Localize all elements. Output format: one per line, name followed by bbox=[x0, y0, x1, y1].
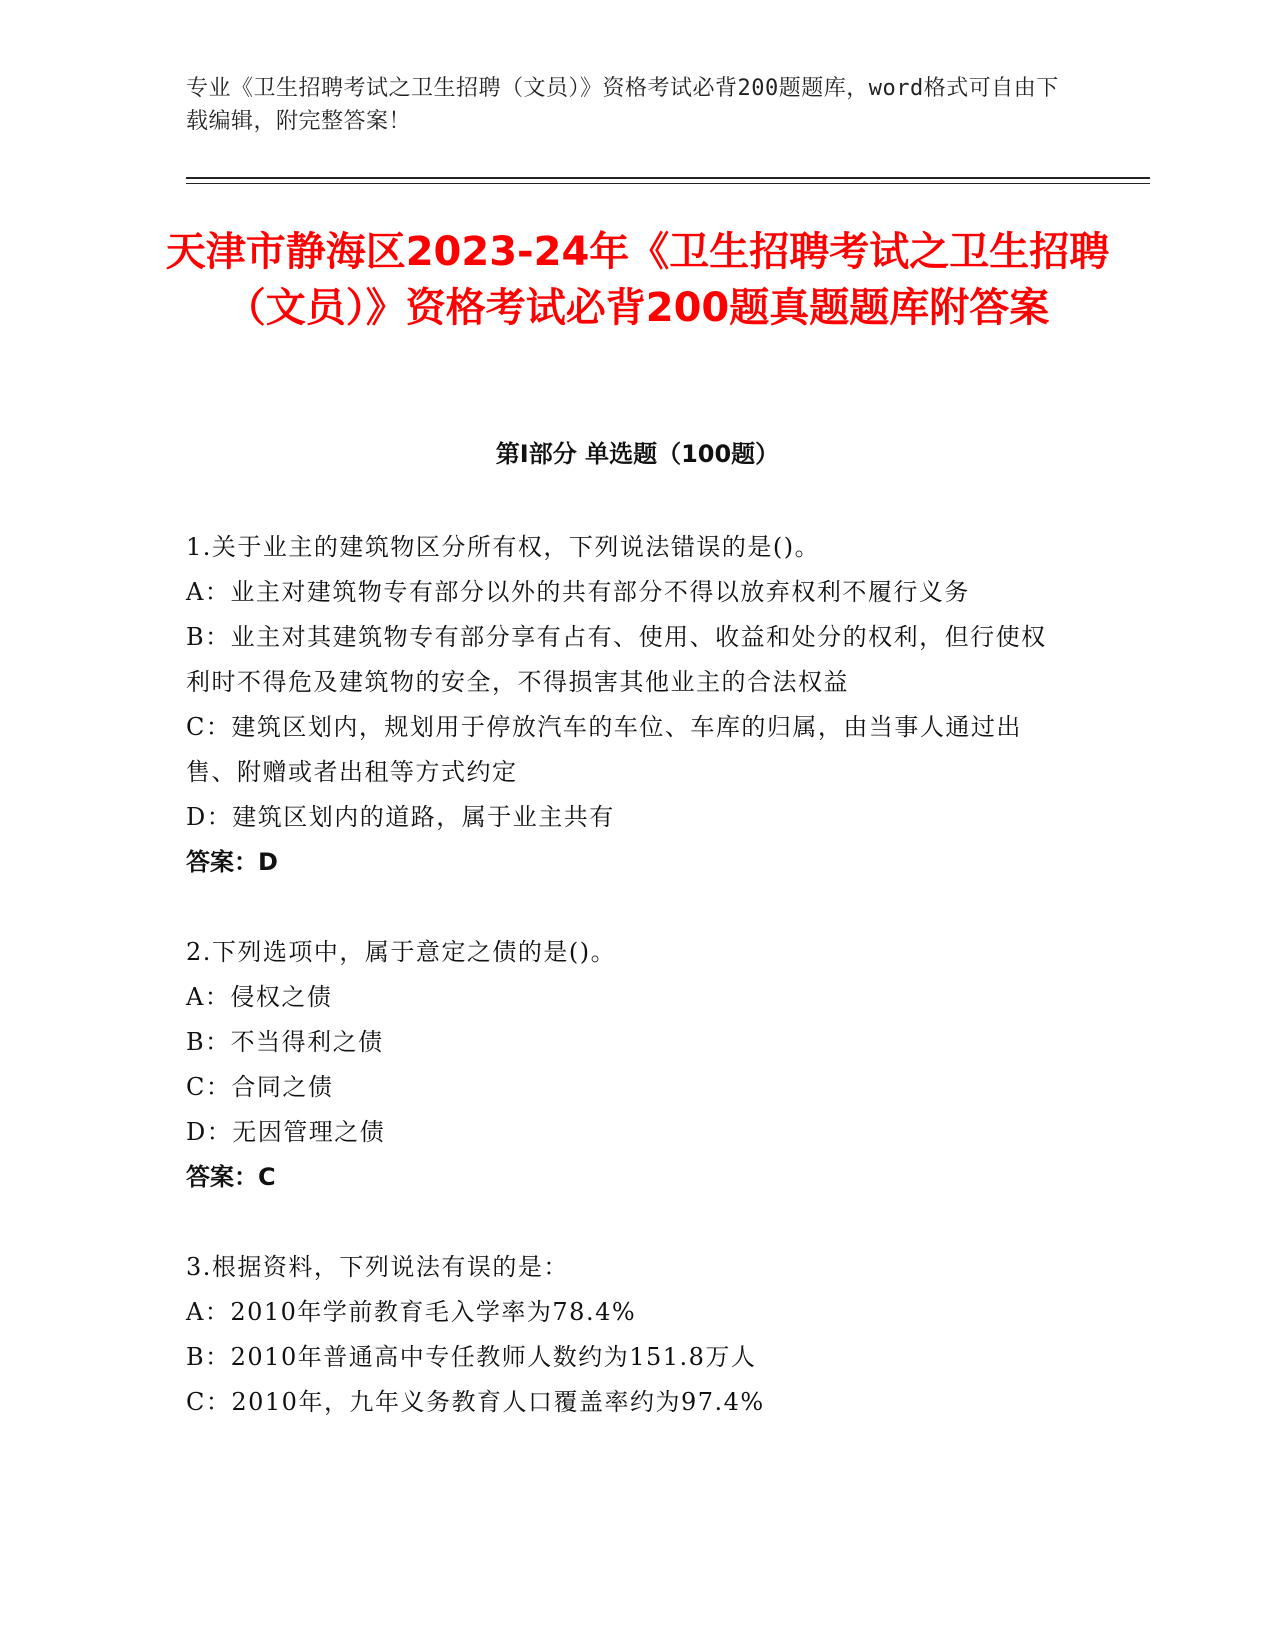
question-stem: 2.下列选项中，属于意定之债的是()。 bbox=[186, 938, 617, 966]
header-rule-thick bbox=[186, 177, 1150, 179]
question-2 bbox=[186, 930, 1066, 1200]
option-b: B：2010年普通高中专任教师人数约为151.8万人 bbox=[186, 1343, 757, 1371]
option-b: B：业主对其建筑物专有部分享有占有、使用、收益和处分的权利，但行使权利时不得危及建筑物的安全，不得损害其他业主的合法权益 bbox=[186, 623, 1047, 696]
question-1 bbox=[186, 525, 1066, 885]
header-note: 专业《卫生招聘考试之卫生招聘（文员）》资格考试必背200题题库，word格式可自由下载编辑，附完整答案！ bbox=[186, 76, 1059, 134]
option-a: A：侵权之债 bbox=[186, 983, 333, 1011]
option-c: C：2010年，九年义务教育人口覆盖率约为97.4% bbox=[186, 1388, 765, 1416]
question-list bbox=[186, 525, 1066, 1470]
question-stem: 1.关于业主的建筑物区分所有权，下列说法错误的是()。 bbox=[186, 533, 821, 561]
question-stem: 3.根据资料，下列说法有误的是： bbox=[186, 1253, 569, 1281]
option-a: A：2010年学前教育毛入学率为78.4% bbox=[186, 1298, 637, 1326]
answer: 答案：D bbox=[186, 848, 278, 876]
section-title: 第Ⅰ部分 单选题（100题） bbox=[495, 440, 780, 468]
header-rule-thin bbox=[186, 183, 1150, 184]
option-b: B：不当得利之债 bbox=[186, 1028, 384, 1056]
option-d: D：建筑区划内的道路，属于业主共有 bbox=[186, 803, 615, 831]
option-a: A：业主对建筑物专有部分以外的共有部分不得以放弃权利不履行义务 bbox=[186, 578, 970, 606]
document-title: 天津市静海区2023-24年《卫生招聘考试之卫生招聘（文员）》资格考试必背200题真题题库附答案 bbox=[165, 229, 1110, 331]
answer: 答案：C bbox=[186, 1163, 276, 1191]
option-c: C：建筑区划内，规划用于停放汽车的车位、车库的归属，由当事人通过出售、附赠或者出租等方式约定 bbox=[186, 713, 1022, 786]
option-c: C：合同之债 bbox=[186, 1073, 334, 1101]
question-3 bbox=[186, 1245, 1066, 1425]
option-d: D：无因管理之债 bbox=[186, 1118, 386, 1146]
